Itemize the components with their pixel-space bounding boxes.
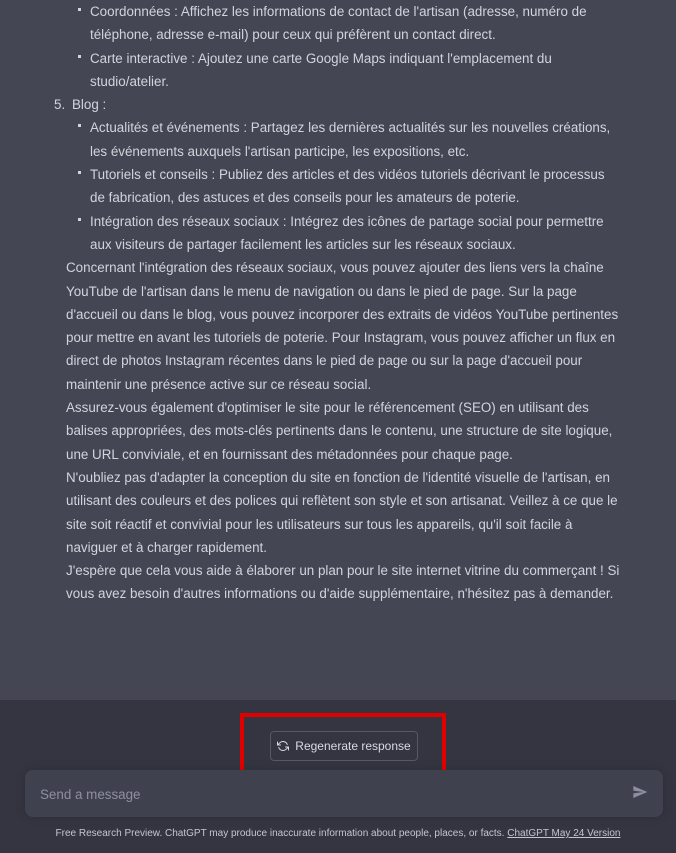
numbered-item-blog (54, 93, 622, 256)
list-item: Actualités et événements : Partagez les dernières actualités sur les nouvelles créations, les événements auxquels l'artisan participe, les expositions, etc. (66, 116, 622, 163)
blog-bullet-list (66, 116, 622, 256)
send-icon (632, 784, 648, 805)
paragraph: J'espère que cela vous aide à élaborer un plan pour le site internet vitrine du commerçant ! Si vous avez besoin d'autres informations ou d'aide supplémentaire, n'hésitez pas à demander. (66, 563, 620, 602)
list-item: Tutoriels et conseils : Publiez des articles et des vidéos tutoriels décrivant le processus de fabrication, des astuces et des conseils pour les amateurs de poterie. (66, 163, 622, 210)
version-link[interactable]: ChatGPT May 24 Version (507, 828, 621, 839)
regenerate-label: Regenerate response (295, 739, 411, 753)
list-item: Carte interactive : Ajoutez une carte Google Maps indiquant l'emplacement du studio/atelier. (66, 47, 622, 94)
refresh-icon (277, 740, 289, 752)
message-input[interactable] (38, 770, 622, 819)
send-button[interactable] (631, 785, 649, 803)
contact-bullet-list (66, 0, 622, 93)
paragraph: Concernant l'intégration des réseaux sociaux, vous pouvez ajouter des liens vers la chaîne YouTube de l'artisan dans le menu de navigation ou dans le pied de page. Sur la page d'accueil ou dans le blog, vous pouvez incorporer des extraits de vidéos YouTube pertinentes pour mettre en avant les tutoriels de poterie. Pour Instagram, vous pouvez afficher un flux en direct de photos Instagram récentes dans le pied de page ou sur la page d'accueil pour maintenir une présence active sur ce réseau social. (66, 260, 619, 392)
message-content (54, 0, 622, 606)
list-item: Coordonnées : Affichez les informations de contact de l'artisan (adresse, numéro de téléphone, adresse e-mail) pour ceux qui préfèrent un contact direct. (66, 0, 622, 47)
message-input-container (25, 770, 663, 817)
paragraph: Assurez-vous également d'optimiser le site pour le référencement (SEO) en utilisant des balises appropriées, des mots-clés pertinents dans le contenu, une structure de site logique, une URL conviviale, et en fournissant des métadonnées pour chaque page. (66, 400, 613, 462)
paragraph: N'oubliez pas d'adapter la conception du site en fonction de l'identité visuelle de l'artisan, en utilisant des couleurs et des polices qui reflètent son style et son artisanat. Veillez à ce que le site soit réactif et convivial pour les utilisateurs sur tous les appareils, qu'il soit facile à naviguer et à charger rapidement. (66, 469, 618, 555)
footer-text: Free Research Preview. ChatGPT may produce inaccurate information about people, places, or facts. (55, 828, 505, 839)
list-item: Intégration des réseaux sociaux : Intégrez des icônes de partage social pour permettre aux visiteurs de partager facilement les articles sur les réseaux sociaux. (66, 210, 622, 257)
list-number: 5. (54, 97, 66, 113)
footer-disclaimer (0, 828, 676, 839)
section-title: Blog : (72, 97, 107, 113)
regenerate-response-button[interactable] (270, 731, 418, 761)
